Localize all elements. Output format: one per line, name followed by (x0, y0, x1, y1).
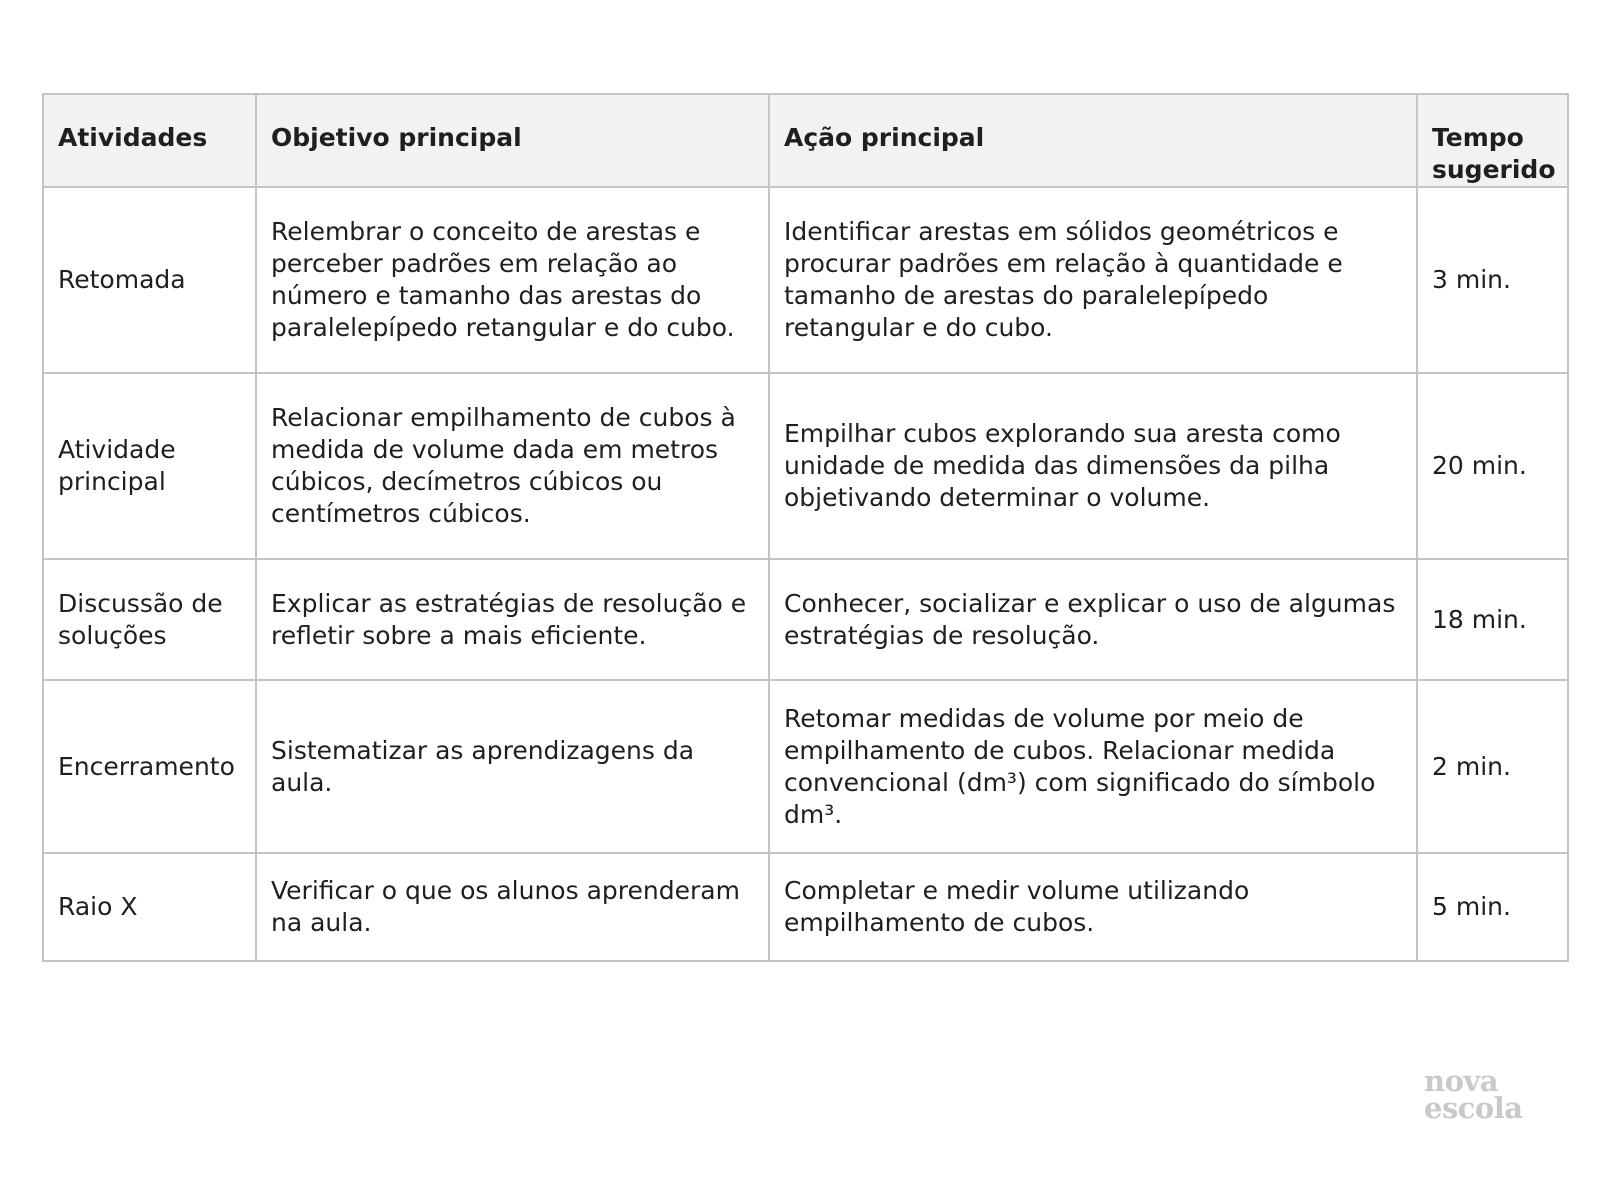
cell-tempo: 3 min. (1417, 187, 1568, 373)
cell-acao: Conhecer, socializar e explicar o uso de algumas estratégias de resolução. (769, 559, 1417, 680)
cell-objetivo: Sistematizar as aprendizagens da aula. (256, 680, 769, 853)
table-row (43, 187, 1568, 373)
logo-line-1: nova (1424, 1064, 1499, 1098)
table-row (43, 853, 1568, 961)
cell-objetivo: Relacionar empilhamento de cubos à medida de volume dada em metros cúbicos, decímetros cúbicos ou centímetros cúbicos. (256, 373, 769, 559)
cell-objetivo: Verificar o que os alunos aprenderam na aula. (256, 853, 769, 961)
cell-atividade: Encerramento (43, 680, 256, 853)
cell-objetivo: Relembrar o conceito de arestas e perceber padrões em relação ao número e tamanho das arestas do paralelepípedo retangular e do cubo. (256, 187, 769, 373)
cell-acao: Completar e medir volume utilizando empilhamento de cubos. (769, 853, 1417, 961)
cell-tempo: 5 min. (1417, 853, 1568, 961)
cell-objetivo: Explicar as estratégias de resolução e refletir sobre a mais eficiente. (256, 559, 769, 680)
header-acao-principal: Ação principal (769, 94, 1417, 187)
cell-atividade: Retomada (43, 187, 256, 373)
table-body (43, 187, 1568, 961)
header-row (43, 94, 1568, 187)
cell-atividade: Discussão de soluções (43, 559, 256, 680)
table-row (43, 373, 1568, 559)
cell-acao: Retomar medidas de volume por meio de empilhamento de cubos. Relacionar medida convencional (dm³) com significado do símbolo dm³. (769, 680, 1417, 853)
cell-tempo: 18 min. (1417, 559, 1568, 680)
cell-acao: Empilhar cubos explorando sua aresta como unidade de medida das dimensões da pilha objetivando determinar o volume. (769, 373, 1417, 559)
table-row (43, 680, 1568, 853)
cell-atividade: Raio X (43, 853, 256, 961)
cell-atividade: Atividade principal (43, 373, 256, 559)
header-tempo-sugerido: Tempo sugerido (1417, 94, 1568, 187)
lesson-plan-table (42, 93, 1569, 962)
nova-escola-logo (1424, 1064, 1544, 1125)
header-atividades: Atividades (43, 94, 256, 187)
cell-tempo: 20 min. (1417, 373, 1568, 559)
cell-acao: Identificar arestas em sólidos geométricos e procurar padrões em relação à quantidade e tamanho de arestas do paralelepípedo retangular e do cubo. (769, 187, 1417, 373)
logo-line-2: escola (1424, 1091, 1523, 1125)
table-row (43, 559, 1568, 680)
table-header (43, 94, 1568, 187)
header-objetivo-principal: Objetivo principal (256, 94, 769, 187)
cell-tempo: 2 min. (1417, 680, 1568, 853)
